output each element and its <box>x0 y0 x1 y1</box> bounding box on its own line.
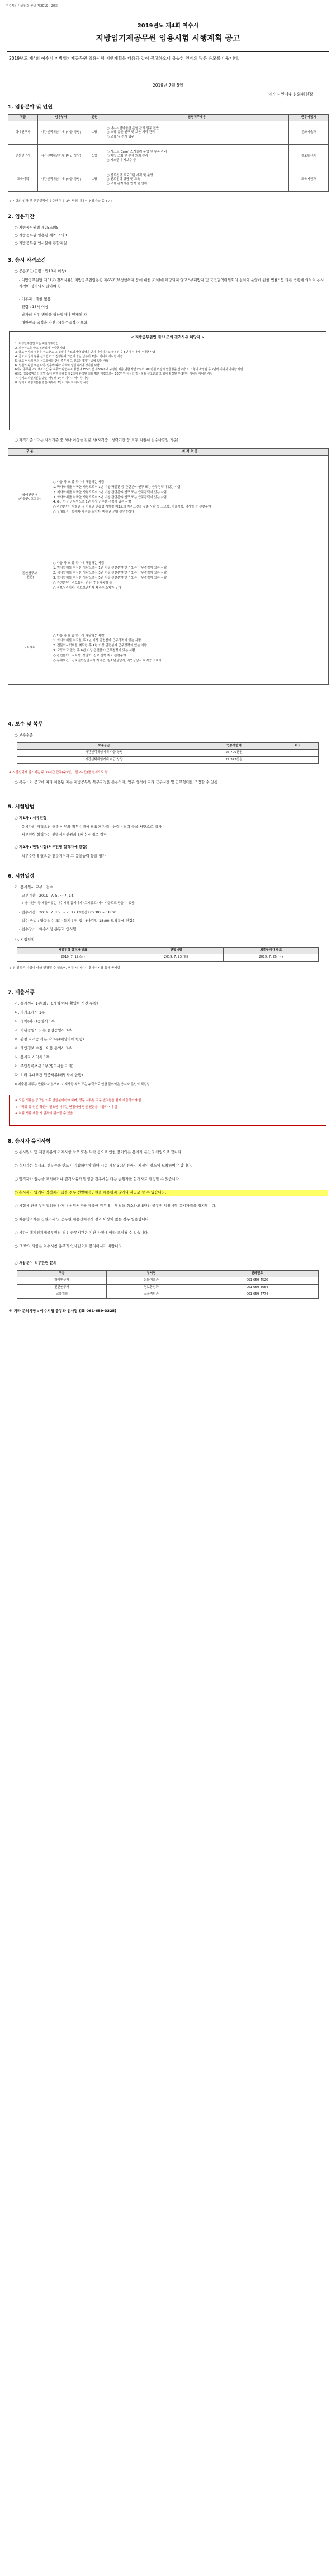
list-item: ○ 시험에 관한 부정행위를 하거나 허위서류를 제출한 경우에는 합격을 취소하고 5년간 공무원 임용시험 응시자격을 정지합니다. <box>15 1204 217 1208</box>
table-row <box>17 1291 319 1298</box>
table-cell: 문화예술과 <box>106 1277 196 1284</box>
table-row <box>8 612 329 685</box>
list-item: 다. 경력(재직)증명서 1부 <box>15 1019 55 1024</box>
table-cell: 2019. 7. 23.(화) <box>129 954 224 961</box>
table-row <box>17 1284 319 1291</box>
list-item: - 응시자의 자격요건 충족 여부와 직무수행에 필요한 자격 · 능력 · 경력 등을 서면으로 심사 <box>19 825 162 829</box>
table-header: 직급 <box>8 115 38 121</box>
list-item: - 지방공무원법 제31조(결격사유), 지방공무원임용령 제65조(부정행위자 등에 대한 조치)에 해당되지 않고 "부패방지 및 국민권익위원회의 설치와 운영에 관한 법률" 등 다른 법령에 의하여 응시자격이 정지되지 않아야 함 <box>19 278 324 289</box>
table-row <box>8 539 329 612</box>
box-item: 6의3. 성폭력범죄의 처벌 등에 관한 특례법 제2조에 규정된 죄를 범한 사람으로서 100만원 이상의 벌금형을 선고받고 그 형이 확정된 후 3년이 지나지 아니한 사람 <box>15 372 213 376</box>
table-row <box>8 456 329 539</box>
salary-table <box>17 742 319 764</box>
box-item: 6의2. 공무원으로 재직기간 중 직무와 관련하여 형법 제355조 및 제356조에 규정된 죄를 범한 사람으로서 300만원 이상의 벌금형을 선고받고 그 형이 확정된 후 2년이 지나지 아니한 사람 <box>15 368 243 372</box>
section-heading: 5. 시험방법 <box>8 804 35 810</box>
list-item: - 거주지 : 제한 없음 <box>19 297 51 301</box>
section-heading: 1. 임용분야 및 인원 <box>8 105 53 110</box>
table-header: 부서명 <box>106 1271 196 1277</box>
table-cell: 26,700천원 <box>191 750 277 756</box>
table-footnote: ※ 시험의 성과 및 근무실적이 우수한 경우 3년 범위 내에서 연장가능(총 5년) <box>9 200 112 203</box>
contact-title: ○ 채용분야 직무관련 문의 <box>15 1261 57 1265</box>
table-cell: 전산연구사 <box>17 1284 107 1291</box>
table-cell: ○ 케스트(Case) 스케줄러 운영 및 유통 관리 ○ 패킷 조회 및 분석 의뢰 관리 ○ 시스템 유지보수 등 <box>105 145 289 168</box>
list-item: 나. 자기소개서 1부 <box>15 1010 45 1015</box>
table-header: 인원 <box>84 115 105 121</box>
table-cell: 전산연구사 <box>8 145 38 168</box>
table-cell: 2019. 7. 26.(금) <box>224 954 319 961</box>
method-2-title: ○ 제2차 : 면접시험(서류전형 합격자에 한함) <box>15 845 88 849</box>
highlighted-item: ○ 응시자가 없거나 적격자가 없을 경우 선발예정인원을 채용하지 않거나 재공고 할 수 있습니다. <box>15 1190 328 1196</box>
table-cell: 시간선택제임기제 다급 상당 <box>17 750 191 756</box>
table-cell: 061-659-4774 <box>196 1291 318 1298</box>
table-cell: 1명 <box>84 145 105 168</box>
table-cell: 정보통신과 <box>106 1284 196 1291</box>
list-item: ○ 지방공무원법 제25조의5 <box>15 225 59 230</box>
section-heading: 7. 제출서류 <box>8 990 35 996</box>
table-cell: 교육계획 <box>8 168 38 192</box>
table-cell: ○ 여수시립박물관 운영 관리 업무 전반 ○ 소장 유물 연구 및 보존 처리 관리 ○ 교육 및 전시 업무 <box>105 121 289 145</box>
table-header: 담당직무내용 <box>105 115 289 121</box>
list-item: - 교부기간 : 2019. 7. 5. ~ 7. 14. <box>19 893 75 898</box>
title-line-1: 2019년도 제4회 여수시 <box>137 23 199 29</box>
list-item: ○ 응시자는 응시표, 신분증을 반드시 지참하여야 하며 시험 시작 30분 전까지 지정된 장소에 도착하여야 합니다. <box>15 1163 192 1168</box>
list-item: - 남자의 경우 병역을 필하였거나 면제된 자 <box>19 312 87 317</box>
list-item: 나. 시험일정 <box>15 937 35 942</box>
duty-note: ○ 복무 : 이 공고에 따라 채용된 자는 지방공무원 복무규정을 준용하며, 업무 성격에 따라 근무시간 및 근무형태를 조정할 수 있음 <box>15 780 218 784</box>
box-item: 6. 법원의 판결 또는 다른 법률에 따라 자격이 상실되거나 정지된 사람 <box>15 363 100 367</box>
table-cell: 1명 <box>84 121 105 145</box>
table-cell: 학예연구사 <box>17 1277 107 1284</box>
table-cell: 22,373천원 <box>191 756 277 763</box>
list-item: - 접수기간 : 2019. 7. 15. ~ 7. 17.(3일간) 09:00 ~ 18:00 <box>19 910 117 915</box>
list-item: - 직무수행에 필요한 전문지식과 그 응용능력 등을 평가 <box>19 854 106 858</box>
table-cell: ○ 다음 각 호 중 하나에 해당하는 사람 1. 박사학위를 취득한 사람으로서 1년 이상 박물관 등 관련분야 연구 또는 근무경력이 있는 사람 2. 석사학위를 취득한 사람으로서 3년 이상 관련분야 연구 또는 근무경력이 있는 사람 3. 학사학위를 취득한 사람으로서 5년 이상 관련분야 연구 또는 근무경력이 있는 사람 4. 6급 이상 공무원으로 1년 이상 근무한 경력이 있는 사람 ○ 관련분야 : 박물관 및 미술관 진흥법 시행령 제3조의 자격요건을 갖춘 사람 등 고고학, 미술사학, 역사학 등 관련분야 ○ 우대요건 : 학예사 자격증 소지자, 박물관 운영 실무경력자 <box>51 456 329 539</box>
list-item: ○ 응시원서 및 제출서류의 기재사항 착오 또는 누락 등으로 인한 불이익은 응시자 본인의 책임으로 합니다. <box>15 1150 183 1154</box>
table-cell: 시간선택제임기제 라급 상당 <box>17 756 191 763</box>
table-cell: 1명 <box>84 168 105 192</box>
schedule-note: ※ 위 일정은 사정에 따라 변경될 수 있으며, 변경 시 여수시 홈페이지를 통해 공지함 <box>9 967 121 970</box>
list-item: 가. 응시원서 1부(최근 6개월 이내 촬영한 사진 부착) <box>15 1001 98 1006</box>
table-header: 임용부서 <box>38 115 84 121</box>
table-header: 연봉하한액 <box>191 743 277 750</box>
table-cell: 학예연구사 <box>8 121 38 145</box>
box-item: 7. 징계로 파면처분을 받은 때부터 5년이 지나지 아니한 사람 <box>15 376 89 380</box>
salary-note: ※ 시간선택제 임기제는 주 35시간 근무(주5일, 1일 7시간)를 원칙으로 함 <box>9 771 108 774</box>
table-header: 구 분 <box>8 449 51 456</box>
list-item: 자. 기타 우대요건 입증서류(해당자에 한함) <box>15 1073 83 1077</box>
box-item: 8. 징계로 해임처분을 받은 때부터 3년이 지나지 아니한 사람 <box>15 381 89 385</box>
contact-table <box>17 1270 319 1299</box>
table-header: 전화번호 <box>196 1271 318 1277</box>
box-item: 4. 금고 이상의 형을 선고받고 그 집행유예 기간이 끝난 날부터 2년이 지나지 아니한 사람 <box>15 355 123 359</box>
table-cell: 학예연구사 (박물관, 고고학) <box>8 456 51 539</box>
table-header: 자 격 요 건 <box>51 449 329 456</box>
table-cell: 061-659-4526 <box>196 1277 318 1284</box>
table-cell: 교육계획 <box>8 612 51 685</box>
table-row <box>8 145 329 168</box>
table-cell: 시간선택제임기제 (다급 상당) <box>38 121 84 145</box>
table-row <box>8 168 329 192</box>
warning-item: ※ 허위 서류 제출 시 합격이 취소될 수 있음 <box>15 1112 73 1116</box>
section-heading: 3. 응시 자격조건 <box>8 258 46 263</box>
footer-contact: ※ 기타 문의사항 : 여수시청 총무과 인사팀 (☎ 061-659-3325) <box>9 1309 117 1313</box>
table-cell <box>277 756 319 763</box>
list-item: ○ 최종합격자는 신원조사 및 공무원 채용신체검사 결과 이상이 없는 경우 임용합니다. <box>15 1217 150 1221</box>
list-item: 라. 학위증명서 또는 졸업증명서 1부 <box>15 1028 72 1033</box>
table-row <box>8 121 329 145</box>
disqualification-box <box>9 331 326 430</box>
table-cell: 정보통신과 <box>289 145 329 168</box>
table-cell: 교육지원과 <box>106 1291 196 1298</box>
title-underline <box>7 51 329 52</box>
list-item: - 연령 : 18세 이상 <box>19 305 49 309</box>
qualification-table <box>8 448 329 685</box>
list-item: - 접수 방법 : 방문접수 또는 등기우편 접수(마감일 18:00 도착분에 한함) <box>19 918 134 923</box>
list-item: ○ 합격자가 임용을 포기하거나 결격사유가 발생한 경우에는 다음 순위자를 합격자로 결정할 수 있습니다. <box>15 1177 181 1181</box>
list-item: ※ 응시원서 등 제출서류는 여수시청 홈페이지 "고시공고"에서 다운로드 받을 수 있음 <box>21 902 135 905</box>
box-item: 1. 피성년후견인 또는 피한정후견인 <box>15 342 59 345</box>
list-item: - 접수장소 : 여수시청 총무과 인사팀 <box>19 927 77 931</box>
table-header: 보수등급 <box>17 743 191 750</box>
table-header: 근무예정지 <box>289 115 329 121</box>
table-cell: 061-659-3654 <box>196 1284 318 1291</box>
list-item: 가. 응시원서 교부 · 접수 <box>15 885 53 889</box>
box-item: 2. 파산선고를 받고 복권되지 아니한 사람 <box>15 346 65 350</box>
list-item: ○ 지방공무원 임용령 제21조의3 <box>15 233 67 238</box>
table-header: 비고 <box>277 743 319 750</box>
table-cell: 시간선택제임기제 (다급 상당) <box>38 145 84 168</box>
issuer: 여수시인사위원회위원장 <box>268 92 313 97</box>
box-item: 3. 금고 이상의 실형을 선고받고 그 집행이 종료되거나 집행을 받지 아니하기로 확정된 후 5년이 지나지 아니한 사람 <box>15 351 155 354</box>
table-header: 최종합격자 발표 <box>224 948 319 954</box>
schedule-table <box>17 947 319 962</box>
table-cell: ○ 다음 각 호 중 하나에 해당하는 사람 1. 학사학위를 취득한 후 2년 이상 관련분야 근무경력이 있는 사람 2. 전문학사학위를 취득한 후 4년 이상 관련분야 근무경력이 있는 사람 3. 고등학교 졸업 후 6년 이상 관련분야 근무경력이 있는 사람 ○ 관련분야 : 교육학, 상담학, 진로·진학 지도 관련분야 ○ 우대요건 : 진로진학상담교사 자격증, 청소년상담사, 직업상담사 자격증 소지자 <box>51 612 329 685</box>
section-heading: 2. 임용기간 <box>8 214 35 220</box>
table-cell: 시간선택제임기제 (라급 상당) <box>38 168 84 192</box>
warning-item: ※ 자격증 등 원본 확인이 필요한 서류는 면접시험 당일 원본을 지참하여야 함 <box>15 1105 118 1109</box>
warning-box <box>9 1095 326 1126</box>
table-header: 면접시험 <box>129 948 224 954</box>
recruitment-table <box>8 114 329 192</box>
table-cell: 2019. 7. 19.(금) <box>17 954 129 961</box>
table-cell: 교육계획 <box>17 1291 107 1298</box>
title-line-2: 지방임기제공무원 임용시험 시행계획 공고 <box>96 34 240 43</box>
list-item: - 대한민국 국적을 가진 자(복수국적자 포함) <box>19 320 89 325</box>
section-heading: 4. 보수 및 복무 <box>8 722 43 727</box>
list-item: ○ 지방공무원 인사분야 통합지침 <box>15 241 67 245</box>
table-row <box>17 756 319 763</box>
table-row <box>17 954 319 961</box>
list-item: 사. 응시자 서약서 1부 <box>15 1055 50 1059</box>
table-row <box>17 1277 319 1284</box>
table-cell: 교육지원과 <box>289 168 329 192</box>
table-cell: ○ 진로진학 프로그램 계획 및 운영 ○ 진로진학 상담 및 교육 ○ 교육 관계기관 협력 및 연계 <box>105 168 289 192</box>
table-row <box>17 750 319 756</box>
table-cell: ○ 다음 각 호 중 하나에 해당하는 사람 1. 박사학위를 취득한 사람으로서 1년 이상 관련분야 연구 또는 근무경력이 있는 사람 2. 석사학위를 취득한 사람으로서 3년 이상 관련분야 연구 또는 근무경력이 있는 사람 3. 학사학위를 취득한 사람으로서 5년 이상 관련분야 연구 또는 근무경력이 있는 사람 ○ 관련분야 : 정보통신, 전산, 컴퓨터공학 등 ○ 정보처리기사, 정보보안기사 자격증 소지자 우대 <box>51 539 329 612</box>
box-item: 5. 금고 이상의 형의 선고유예를 받은 경우에 그 선고유예기간 중에 있는 사람 <box>15 359 109 363</box>
table-header: 구분 <box>17 1271 107 1277</box>
list-item: ○ 보수수준 <box>15 733 33 737</box>
list-item: ○ 시간선택제임기제공무원의 경우 근무시간은 기관 사정에 따라 조정될 수 있습니다. <box>15 1230 149 1235</box>
list-item: 바. 개인정보 수집 · 이용 동의서 1부 <box>15 1046 72 1050</box>
section-heading: 8. 응시자 유의사항 <box>8 1139 51 1144</box>
table-header: 서류전형 합격자 발표 <box>17 948 129 954</box>
list-item: ※ 제출된 서류는 반환하지 않으며, 기재사항 착오 또는 누락으로 인한 불이익은 응시자 본인의 책임임 <box>15 1083 150 1086</box>
document-reference: 여수시인사위원회 공고 제2019 - 20호 <box>6 4 58 8</box>
warning-item: ※ 모든 서류는 공고일 이후 발행분이어야 하며, 영문 서류는 국문 번역본을 함께 제출하여야 함 <box>15 1099 141 1102</box>
announcement-date: 2019년 7월 5일 <box>152 83 184 88</box>
list-item: 아. 주민등록초본 1부(병역사항 기재) <box>15 1064 74 1068</box>
field-note: ○ 자격기준 : 다음 자격기준 중 하나 이상을 갖춘 자(자격증 · 경력기간 등 모두 지원서 접수마감일 기준) <box>15 438 178 442</box>
list-item: - 서류전형 합격자는 선발예정인원의 3배수 이내로 결정 <box>19 832 107 837</box>
list-item: ○ 그 밖의 사항은 여수시청 총무과 인사팀으로 문의하시기 바랍니다. <box>15 1244 123 1248</box>
list-item: ○ 공통조건(연령 : 만18세 이상) <box>15 269 67 273</box>
table-cell: 문화예술과 <box>289 121 329 145</box>
lead-paragraph: 2019년도 제4회 여수시 지방임기제공무원 임용시험 시행계획을 다음과 같이 공고하오니 유능한 인재의 많은 응모를 바랍니다. <box>9 56 240 61</box>
title-block <box>0 22 336 44</box>
list-item: 마. 관련 자격증 사본 각 1부(해당자에 한함) <box>15 1037 84 1041</box>
table-cell <box>277 750 319 756</box>
table-cell: 전산연구사 (전산) <box>8 539 51 612</box>
section-heading: 6. 시험일정 <box>8 874 35 879</box>
method-1-title: ○ 제1차 : 서류전형 <box>15 816 47 820</box>
box-title: < 지방공무원법 제31조의 결격사유 해당자 > <box>131 335 205 339</box>
